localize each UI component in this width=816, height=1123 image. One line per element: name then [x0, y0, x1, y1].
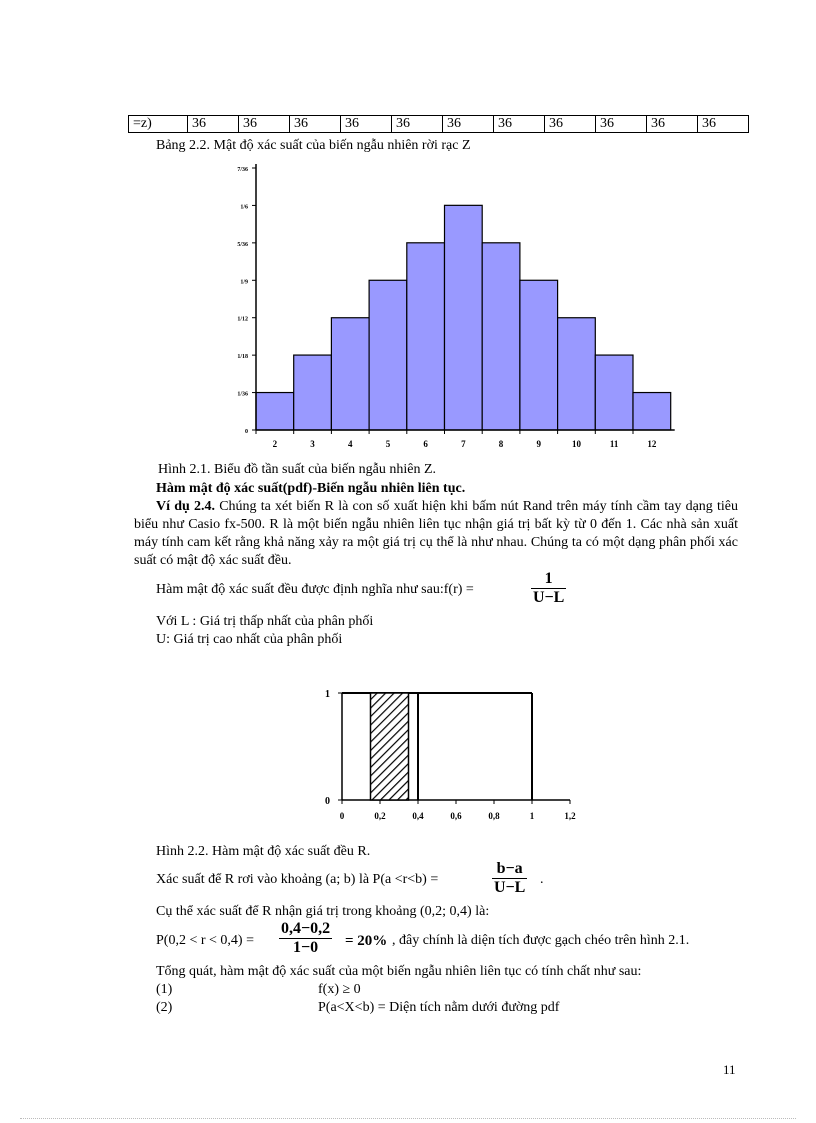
y-tick-label: 1/36 [237, 391, 248, 398]
y-tick-label: 5/36 [237, 241, 248, 248]
histogram-bar [520, 280, 558, 430]
x-tick-label: 0,4 [412, 811, 424, 821]
histogram-chart [222, 160, 682, 455]
fraction-numerator: b−a [496, 860, 523, 877]
x-tick-label: 0 [339, 811, 345, 821]
y-tick-label: 1 [325, 689, 330, 700]
fraction-denominator: 1−0 [279, 938, 332, 957]
table-cell: 36 [545, 116, 596, 133]
calc-lhs: P(0,2 < r < 0,4) = [156, 933, 254, 948]
table-cell: 36 [392, 116, 443, 133]
x-tick-label: 4 [348, 439, 353, 449]
section-heading: Hàm mật độ xác suất(pdf)-Biến ngẫu nhiên liên tục. [156, 481, 466, 496]
x-tick-label: 9 [536, 439, 541, 449]
histogram-bar [445, 205, 483, 430]
table-cell: 36 [647, 116, 698, 133]
probability-table [128, 115, 749, 133]
property-2: P(a<X<b) = Diện tích nằm dưới đường pdf [318, 1000, 560, 1015]
y-tick-label: 1/12 [237, 316, 248, 323]
figure-2-2-caption: Hình 2.2. Hàm mật độ xác suất đều R. [156, 844, 371, 859]
uniform-density-chart [300, 676, 600, 826]
x-tick-label: 7 [461, 439, 466, 449]
property-1: f(x) ≥ 0 [318, 982, 361, 997]
y-tick-label: 1/18 [237, 354, 248, 361]
histogram-bar [482, 243, 520, 430]
y-tick-label: 7/36 [237, 167, 248, 173]
calc-result: = 20% [345, 933, 388, 949]
example-body: Chúng ta xét biến R là con số xuất hiện khi bấm nút Rand trên máy tính cầm tay dạng tiêu biểu như Casio fx-500. R là một biến ngẫu nhiên liên tục nhận giá trị bất kỳ từ 0 đến 1. Các nhà sản xuất máy tính cam kết rằng khả năng xảy ra một giá trị cụ thể là như nhau. Chúng ta có một dạng phân phối xác suất có mật độ xác suất đều. [134, 499, 739, 568]
page-footer-divider [20, 1118, 796, 1119]
y-tick-label: 1/9 [240, 279, 248, 286]
x-tick-label: 3 [310, 439, 315, 449]
probability-line: Xác suất để R rơi vào khoảng (a; b) là P(a <r<b) = [156, 872, 439, 887]
x-tick-label: 0,2 [374, 811, 386, 821]
table-row [129, 116, 749, 133]
table-caption: Bảng 2.2. Mật độ xác suất của biến ngẫu nhiên rời rạc Z [156, 138, 471, 153]
x-tick-label: 2 [272, 439, 278, 449]
property-2-number: (2) [156, 1000, 173, 1015]
table-cell: 36 [239, 116, 290, 133]
histogram-bar [407, 243, 445, 430]
fraction-denominator: U−L [533, 589, 565, 606]
calc-fraction [279, 920, 332, 957]
histogram-bar [558, 318, 596, 430]
histogram-bar [595, 355, 633, 430]
fraction-numerator: 1 [544, 570, 553, 587]
x-tick-label: 12 [647, 439, 657, 449]
histogram-bar [294, 355, 332, 430]
example-paragraph [134, 498, 738, 570]
table-cell: 36 [188, 116, 239, 133]
table-cell: 36 [290, 116, 341, 133]
x-tick-label: 1 [529, 811, 535, 821]
shaded-area [371, 693, 409, 800]
L-definition: Với L : Giá trị thấp nhất của phân phối [156, 614, 374, 629]
definition-line: Hàm mật độ xác suất đều được định nghĩa như sau:f(r) = [156, 582, 474, 597]
histogram-bar [633, 393, 671, 430]
table-cell: =z) [129, 116, 188, 133]
calc-tail: , đây chính là diện tích được gạch chéo trên hình 2.1. [392, 933, 690, 948]
x-tick-label: 10 [571, 439, 581, 449]
specific-line: Cụ thể xác suất để R nhận giá trị trong khoảng (0,2; 0,4) là: [156, 904, 490, 919]
x-tick-label: 5 [385, 439, 391, 449]
fraction-denominator: U−L [494, 879, 526, 896]
property-1-number: (1) [156, 982, 173, 997]
general-line: Tổng quát, hàm mật độ xác suất của một biến ngẫu nhiên liên tục có tính chất như sau: [156, 964, 642, 979]
example-label: Ví dụ 2.4. [156, 499, 215, 514]
histogram-bar [256, 393, 294, 430]
table-cell: 36 [596, 116, 647, 133]
x-tick-label: 6 [423, 439, 428, 449]
table-cell: 36 [341, 116, 392, 133]
probability-period: . [540, 872, 544, 887]
table-cell: 36 [698, 116, 749, 133]
definition-fraction [531, 570, 566, 607]
figure-2-1-caption: Hình 2.1. Biểu đồ tần suất của biến ngẫu nhiên Z. [158, 462, 436, 477]
x-tick-label: 0,8 [488, 811, 500, 821]
histogram-bar [331, 318, 369, 430]
x-tick-label: 0,6 [450, 811, 462, 821]
fraction-numerator: 0,4−0,2 [281, 920, 331, 937]
histogram-bar [369, 280, 407, 430]
probability-fraction [492, 860, 527, 897]
U-definition: U: Giá trị cao nhất của phân phối [156, 632, 343, 647]
table-cell: 36 [494, 116, 545, 133]
y-tick-label: 1/6 [240, 204, 248, 211]
page-number: 11 [723, 1062, 736, 1077]
y-tick-label: 0 [245, 429, 248, 435]
table-cell: 36 [443, 116, 494, 133]
y-tick-label: 0 [325, 796, 330, 807]
x-tick-label: 8 [498, 439, 504, 449]
x-tick-label: 1,2 [564, 811, 576, 821]
x-tick-label: 11 [609, 439, 619, 449]
